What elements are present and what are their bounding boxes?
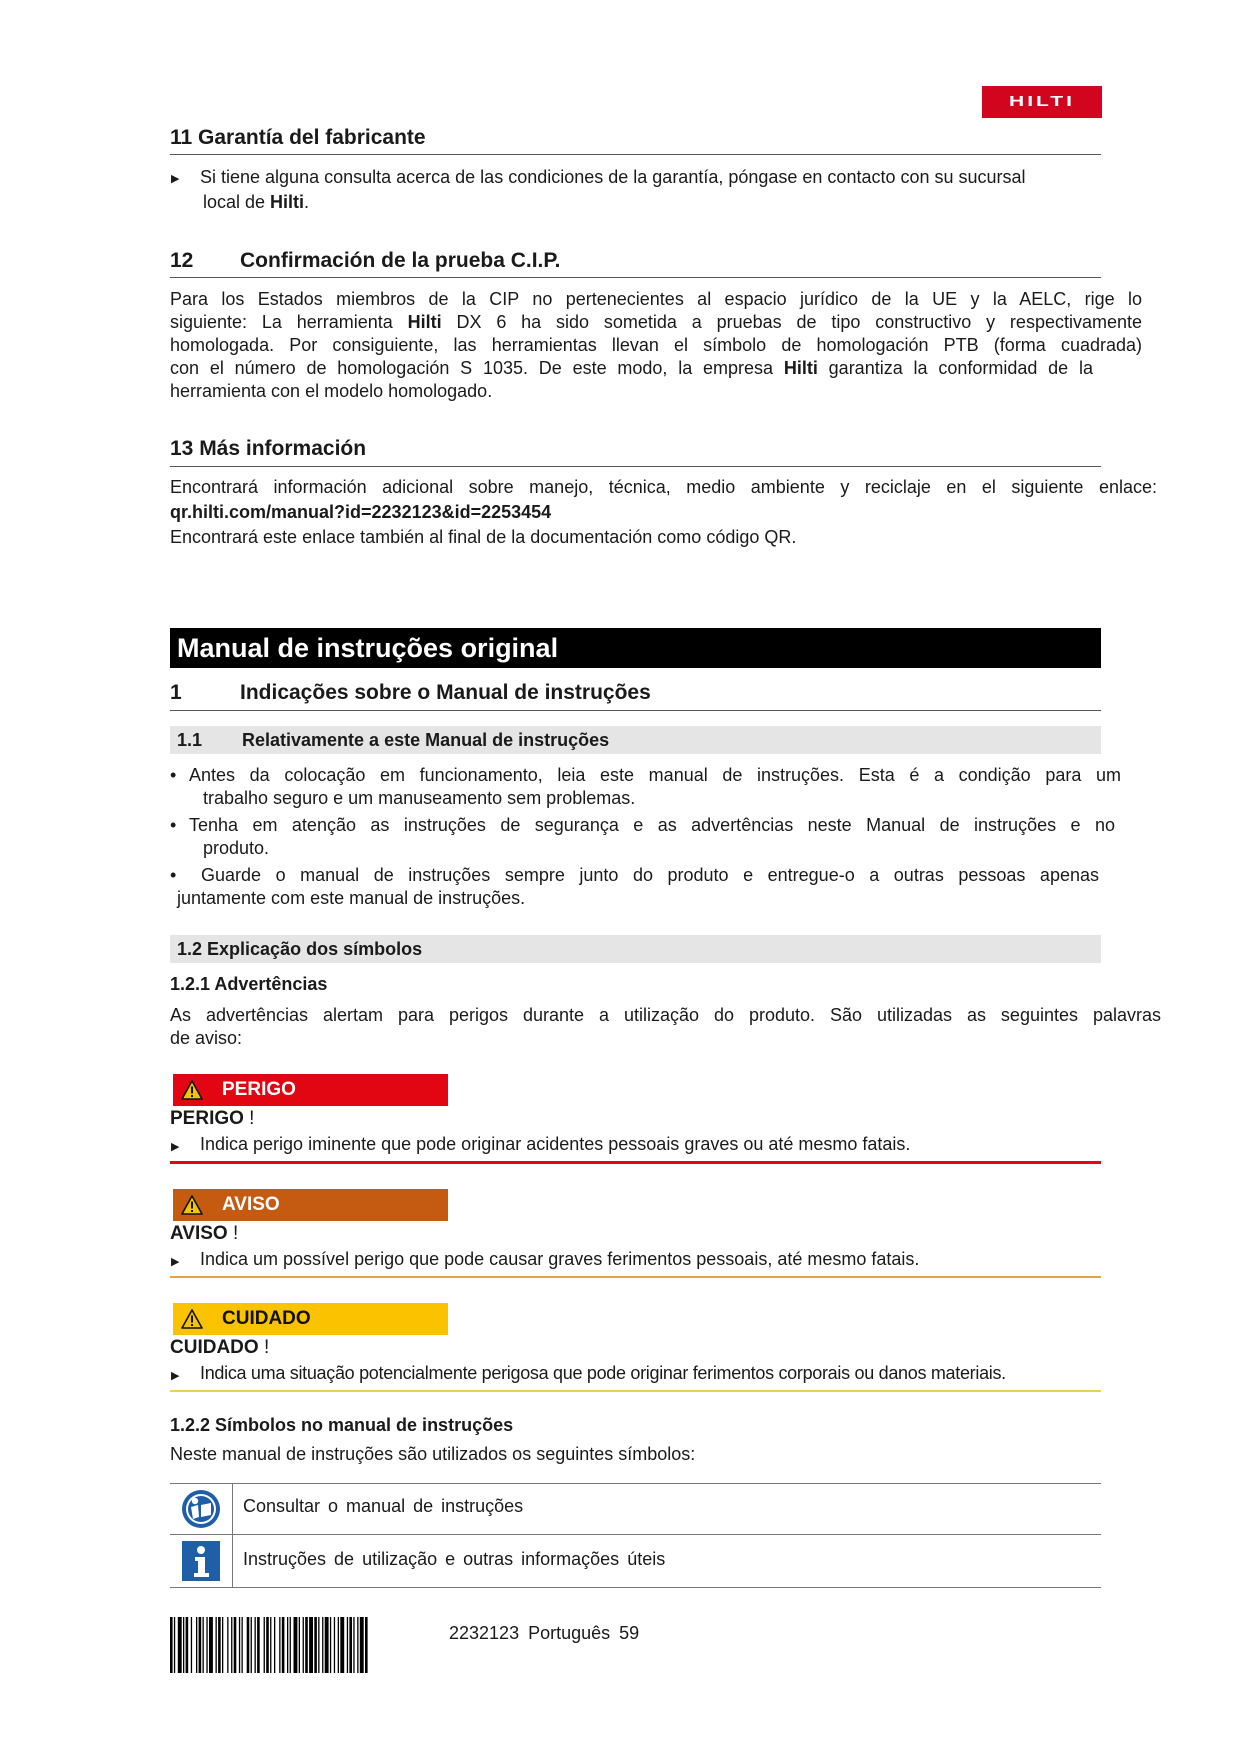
section-13-title: 13 Más información [170, 437, 367, 460]
symbols-intro: Neste manual de instruções são utilizados os seguintes símbolos: [170, 1444, 696, 1464]
info-icon [182, 1541, 220, 1581]
barcode-bar [183, 1617, 184, 1673]
section-11-text: Si tiene alguna consulta acerca de las condiciones de la garantía, póngase en contacto con su sucursal [200, 167, 1026, 187]
arrow-bullet-icon: ▶ [171, 1370, 180, 1382]
section-1-1-number: 1.1 [177, 730, 203, 750]
barcode-bar [242, 1617, 243, 1673]
barcode-bar [206, 1617, 207, 1673]
barcode-bar [251, 1617, 252, 1673]
barcode-bar [357, 1617, 358, 1673]
manual-icon [181, 1489, 221, 1529]
barcode-bar [365, 1617, 368, 1673]
signal-word: CUIDADO ! [170, 1337, 270, 1358]
barcode-bar [330, 1617, 331, 1673]
section-11-title: 11 Garantía del fabricante [170, 126, 426, 149]
chapter-1-title: Indicações sobre o Manual de instruções [240, 681, 651, 704]
barcode-bar [282, 1617, 285, 1673]
symbols-table [170, 1483, 1101, 1588]
signal-description: Indica uma situação potencialmente perigosa que pode originar ferimentos corporais ou danos materiais. [200, 1363, 1006, 1383]
page-footer [449, 1623, 639, 1644]
signal-underline [170, 1276, 1101, 1278]
section-1-2-header [170, 935, 1101, 963]
barcode-bar [353, 1617, 354, 1673]
arrow-bullet-icon: ▶ [171, 1141, 180, 1153]
barcode-bar [218, 1617, 221, 1673]
subsection-1-2-2-title: 1.2.2 Símbolos no manual de instruções [170, 1415, 514, 1435]
barcode-bar [305, 1617, 308, 1673]
barcode-bar [266, 1617, 269, 1673]
divider [170, 466, 1101, 467]
barcode-bar [338, 1617, 339, 1673]
section-12-title: Confirmación de la prueba C.I.P. [240, 249, 561, 272]
divider [170, 154, 1101, 155]
signal-underline [170, 1161, 1101, 1164]
signal-label: CUIDADO [222, 1308, 311, 1329]
barcode-bar [174, 1617, 175, 1673]
signal-description: Indica perigo iminente que pode originar acidentes pessoais graves ou até mesmo fatais. [200, 1134, 911, 1154]
barcode-bar [274, 1617, 275, 1673]
list-item: • Antes da colocação em funcionamento, leia este manual de instruções. Esta é a condição para um [170, 765, 1121, 785]
barcode-bar [290, 1617, 291, 1673]
symbol-row-text: Instruções de utilização e outras informações úteis [243, 1549, 666, 1569]
document-number: 2232123 [449, 1623, 520, 1643]
signal-underline [170, 1390, 1101, 1392]
barcode-bar [309, 1617, 313, 1673]
section-12-paragraph: Para los Estados miembros de la CIP no pertenecientes al espacio jurídico de la UE y la AELC, rige lo siguiente: La herramienta Hilti DX 6 ha sido sometida a pruebas de tipo constructivo y respectivamente homologada. Por consiguiente, las herramientas llevan el símbolo de homologación PTB (forma cuadrada) con el número de homologación S 1035. De este modo, la empresa Hilti garantiza la conformidad de la herramienta con el modelo homologado. [170, 289, 1143, 401]
section-1-1-title: Relativamente a este Manual de instruções [242, 730, 610, 750]
symbol-row-text: Consultar o manual de instruções [243, 1496, 524, 1516]
warning-triangle-icon [181, 1309, 203, 1329]
barcode [170, 1617, 426, 1673]
barcode-bar [318, 1617, 319, 1673]
barcode-bar [170, 1617, 173, 1673]
table-row [170, 1534, 1101, 1588]
table-row [170, 1483, 1101, 1534]
barcode-bar [334, 1617, 335, 1673]
section-1-1-bullets [170, 764, 1121, 910]
list-item-cont: trabalho seguro e um manuseamento sem problemas. [203, 788, 636, 808]
manual-title: Manual de instruções original [177, 633, 559, 663]
barcode-bar [294, 1617, 298, 1673]
more-info-link[interactable]: qr.hilti.com/manual?id=2232123&id=2253454 [170, 502, 552, 522]
warning-triangle-icon [181, 1195, 203, 1215]
barcode-bar [216, 1617, 217, 1673]
signal-label-bar [173, 1189, 448, 1221]
section-13-text: Encontrará información adicional sobre manejo, técnica, medio ambiente y reciclaje en el siguiente enlace: [170, 477, 1157, 497]
warnings-intro: As advertências alertam para perigos durante a utilização do produto. São utilizadas as seguintes palavras [170, 1005, 1161, 1025]
divider [170, 710, 1101, 711]
signal-label-bar [173, 1074, 448, 1106]
barcode-bar [360, 1617, 364, 1673]
warnings-intro-cont: de aviso: [170, 1028, 243, 1048]
barcode-bar [222, 1617, 223, 1673]
signal-label-bar [173, 1303, 448, 1335]
divider [170, 277, 1101, 278]
signal-description: Indica um possível perigo que pode causar graves ferimentos pessoais, até mesmo fatais. [200, 1249, 920, 1269]
signal-word: PERIGO ! [170, 1108, 255, 1129]
arrow-bullet-icon: ▶ [171, 173, 180, 185]
barcode-bar [314, 1617, 317, 1673]
barcode-bar [340, 1617, 344, 1673]
list-item: • Guarde o manual de instruções sempre junto do produto e entregue-o a outras pessoas apenas [170, 865, 1099, 885]
barcode-bar [234, 1617, 237, 1673]
warning-triangle-icon [181, 1080, 203, 1100]
barcode-bar [325, 1617, 329, 1673]
subsection-1-2-1-title: 1.2.1 Advertências [170, 974, 328, 994]
arrow-bullet-icon: ▶ [171, 1256, 180, 1268]
section-1-1-header [170, 726, 1101, 754]
section-11-text-cont: local de Hilti. [203, 192, 310, 212]
barcode-bar [270, 1617, 271, 1673]
barcode-bar [257, 1617, 260, 1673]
barcode-bar [209, 1617, 213, 1673]
chapter-1-number: 1 [170, 681, 182, 704]
barcode-bar [303, 1617, 304, 1673]
barcode-bar [231, 1617, 232, 1673]
barcode-bar [255, 1617, 256, 1673]
signal-label: AVISO [222, 1194, 280, 1215]
barcode-bar [264, 1617, 265, 1673]
section-1-2-title: 1.2 Explicação dos símbolos [177, 939, 423, 959]
signal-word: AVISO ! [170, 1223, 239, 1244]
barcode-bar [239, 1617, 240, 1673]
barcode-bar [279, 1617, 280, 1673]
manual-title-bar [170, 628, 1101, 668]
section-13-text-2: Encontrará este enlace también al final de la documentación como código QR. [170, 527, 797, 547]
barcode-bar [287, 1617, 288, 1673]
page-number: 59 [619, 1623, 640, 1643]
list-item-cont: produto. [203, 838, 270, 858]
barcode-bar [247, 1617, 250, 1673]
list-item-cont: juntamente com este manual de instruções. [177, 888, 526, 908]
barcode-bar [299, 1617, 300, 1673]
list-item: • Tenha em atenção as instruções de segurança e as advertências neste Manual de instruções e no [170, 815, 1115, 835]
barcode-bar [178, 1617, 182, 1673]
barcode-bar [347, 1617, 348, 1673]
hilti-logo: HILTI [982, 86, 1102, 118]
barcode-bar [322, 1617, 323, 1673]
language: Português [528, 1623, 611, 1643]
signal-label: PERIGO [222, 1079, 296, 1100]
barcode-bar [191, 1617, 192, 1673]
barcode-bar [349, 1617, 352, 1673]
barcode-bar [186, 1617, 189, 1673]
section-12-number: 12 [170, 249, 194, 272]
barcode-bar [199, 1617, 202, 1673]
barcode-bar [227, 1617, 228, 1673]
barcode-bar [196, 1617, 197, 1673]
barcode-bar [203, 1617, 204, 1673]
